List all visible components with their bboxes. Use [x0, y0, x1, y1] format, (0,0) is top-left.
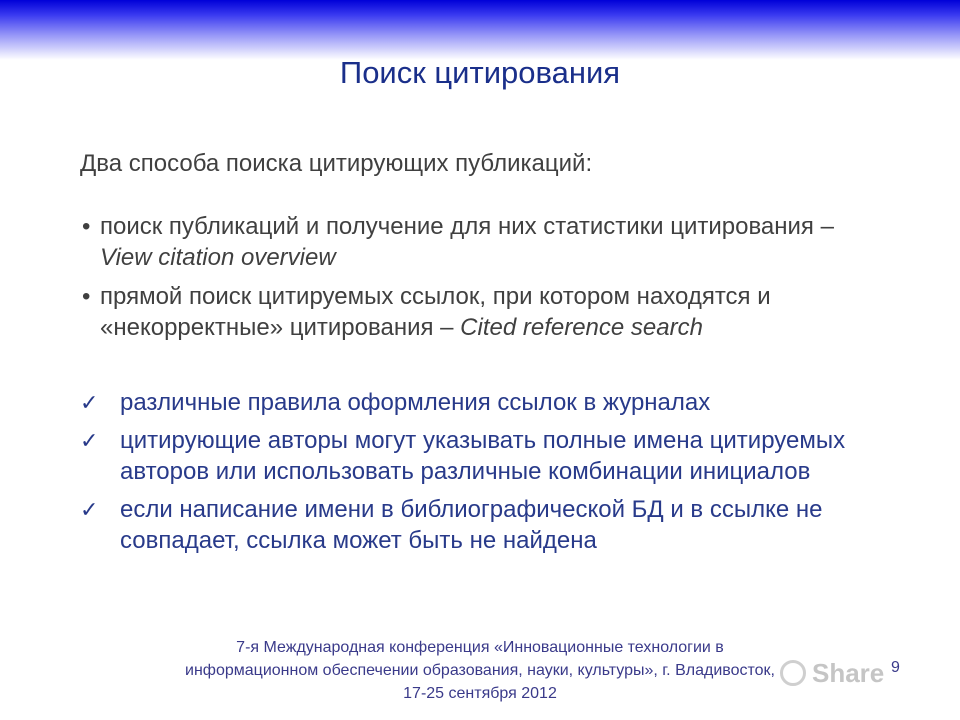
check-text: различные правила оформления ссылок в журналах: [120, 389, 711, 416]
page-number: 9: [891, 659, 900, 676]
bullet-item: [80, 211, 940, 273]
checkmark-icon: ✓: [80, 428, 99, 453]
check-text: если написание имени в библиографической БД и в ссылке не совпадает, ссылка может быть не найдена: [120, 496, 823, 554]
bullet-italic-text: View citation overview: [100, 244, 336, 271]
header-gradient-band: [0, 0, 960, 60]
watermark-text: Share: [812, 658, 885, 688]
footer-line: 17-25 сентября 2012: [403, 685, 557, 702]
slide-title: Поиск цитирования: [339, 55, 621, 90]
footer: [120, 636, 840, 705]
share-icon: [780, 660, 806, 686]
check-item: [80, 494, 940, 556]
bullet-italic-text: Cited reference search: [460, 314, 703, 341]
footer-line: 7-я Международная конференция «Инновационные технологии в: [236, 639, 724, 656]
slide-body: [80, 148, 940, 563]
bullet-mark: •: [82, 213, 91, 240]
bullet-text: поиск публикаций и получение для них статистики цитирования –: [100, 213, 834, 240]
footer-line: информационном обеспечении образования, науки, культуры», г. Владивосток,: [185, 662, 775, 679]
check-item: [80, 425, 940, 487]
watermark-logo: [780, 658, 890, 692]
bullet-text: прямой поиск цитируемых ссылок, при котором находятся и «некорректные» цитирования –: [100, 283, 771, 341]
bullet-item: [80, 281, 940, 343]
checkmark-icon: ✓: [80, 497, 99, 522]
check-text: цитирующие авторы могут указывать полные имена цитируемых авторов или использовать различные комбинации инициалов: [120, 427, 846, 485]
checkmark-icon: ✓: [80, 390, 99, 415]
check-list: [80, 387, 940, 556]
check-item: [80, 387, 940, 418]
intro-text: Два способа поиска цитирующих публикаций:: [80, 150, 593, 177]
bullet-mark: •: [82, 283, 91, 310]
